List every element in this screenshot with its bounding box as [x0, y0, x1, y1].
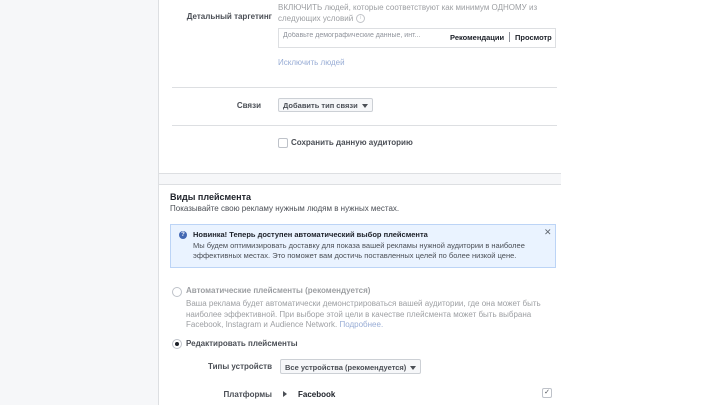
device-types-dropdown[interactable] [280, 359, 421, 374]
detailed-targeting-label: Детальный таргетинг [186, 12, 272, 21]
device-types-label: Типы устройств [208, 362, 272, 371]
auto-placement-notice [170, 224, 556, 268]
targeting-search-box [278, 28, 556, 48]
learn-more-link[interactable]: Подробнее. [339, 320, 384, 329]
recommendations-link[interactable]: Рекомендации [450, 33, 505, 42]
section-separator [159, 173, 561, 185]
platform-facebook-checkbox[interactable]: ✓ [542, 388, 552, 398]
edit-placements-radio[interactable] [172, 339, 182, 349]
chevron-down-icon [410, 366, 416, 370]
device-types-value: Все устройства (рекомендуется) [285, 363, 407, 372]
include-line-1: ВКЛЮЧИТЬ людей, которые соответствуют как минимум ОДНОМУ из [278, 3, 538, 12]
exclude-people-link[interactable]: Исключить людей [278, 58, 345, 67]
placements-title: Виды плейсмента [170, 192, 252, 202]
auto-placements-label: Автоматические плейсменты (рекомендуется) [186, 286, 371, 295]
save-audience-checkbox[interactable] [278, 138, 288, 148]
auto-placements-radio[interactable] [172, 287, 182, 297]
link-divider [509, 32, 510, 42]
save-audience-label: Сохранить данную аудиторию [291, 138, 413, 147]
chevron-down-icon [362, 104, 368, 108]
left-gutter [0, 0, 159, 405]
chevron-right-icon[interactable] [283, 391, 287, 397]
divider [172, 87, 557, 88]
connections-label: Связи [236, 101, 261, 110]
auto-description-text: Ваша реклама будет автоматически демонстрироваться вашей аудитории, где она может быть наиболее эффективной. При выборе этой цели в качестве плейсмента может быть выбрана Facebook, Instagram и Audience Network. [186, 299, 541, 329]
platform-facebook-label: Facebook [298, 390, 336, 399]
browse-link[interactable]: Просмотр [515, 33, 552, 42]
help-icon[interactable]: i [356, 14, 365, 23]
right-gutter [562, 0, 720, 405]
include-text [278, 2, 558, 24]
auto-placements-description [186, 299, 550, 331]
divider [172, 125, 557, 126]
close-icon[interactable]: ✕ [544, 227, 552, 237]
placements-subtitle: Показывайте свою рекламу нужным людям в нужных местах. [170, 204, 400, 213]
notice-body: Мы будем оптимизировать доставку для показа вашей рекламы нужной аудитории в наиболее эффективных местах. Это поможет вам достичь поставленных целей по более низкой цене. [193, 241, 525, 260]
add-connection-button[interactable] [278, 98, 373, 112]
targeting-search-input[interactable] [283, 32, 443, 39]
include-line-2: следующих условий [278, 14, 354, 23]
notice-title: Новинка! Теперь доступен автоматический выбор плейсмента [193, 230, 428, 239]
edit-placements-label: Редактировать плейсменты [186, 339, 298, 348]
add-connection-label: Добавить тип связи [283, 101, 358, 110]
platforms-label: Платформы [223, 390, 272, 399]
info-icon: ? [179, 231, 187, 239]
